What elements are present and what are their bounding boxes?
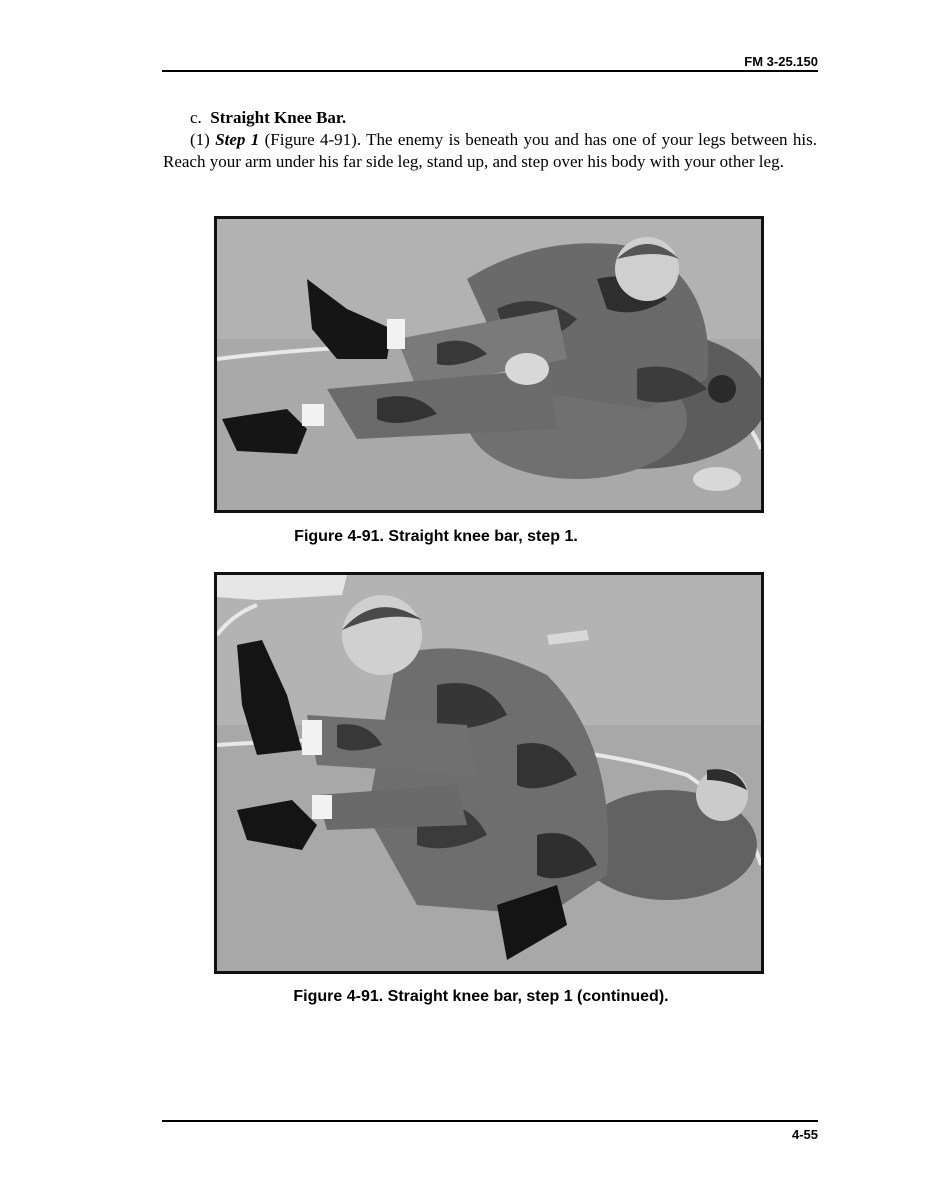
figure-photo-2 (214, 572, 764, 974)
header-rule (162, 70, 818, 72)
section-heading (190, 108, 346, 128)
page-number: 4-55 (791, 1127, 818, 1142)
running-header-doc-code: FM 3-25.150 (744, 54, 818, 69)
paragraph-number: (1) (190, 130, 210, 149)
figure-caption-1: Figure 4-91. Straight knee bar, step 1. (294, 528, 578, 545)
section-title: Straight Knee Bar. (210, 108, 347, 127)
photo-icon (217, 219, 761, 510)
step-label: Step 1 (215, 130, 260, 149)
section-label: c. (190, 108, 202, 127)
footer-rule (162, 1120, 818, 1122)
paragraph-text: (Figure 4-91). The enemy is beneath you and has one of your legs between his. Reach your arm under his far side leg, stand up, and step over his body with your other leg. (163, 130, 818, 171)
body-paragraph (163, 129, 817, 172)
figure-photo-1 (214, 216, 764, 513)
photo-icon (217, 575, 761, 971)
figure-caption-2: Figure 4-91. Straight knee bar, step 1 (continued). (293, 988, 669, 1005)
